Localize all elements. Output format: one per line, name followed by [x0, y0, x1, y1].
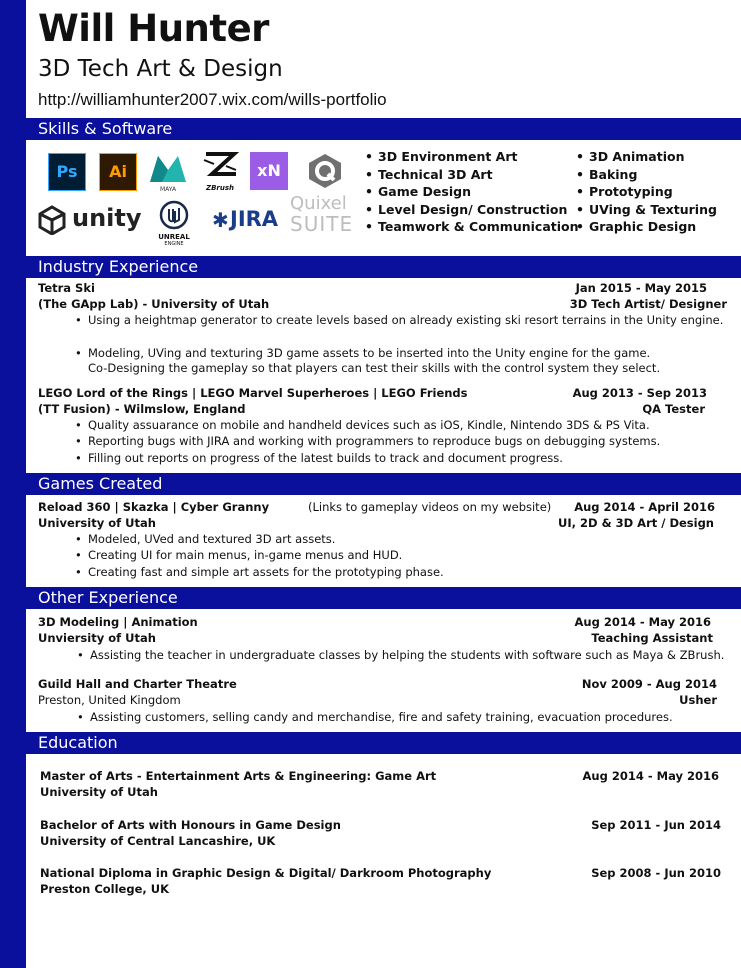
skill-item: • Prototyping	[576, 183, 717, 201]
other-job-organization: Unviersity of Utah	[38, 631, 156, 645]
education-school: University of Central Lancashire, UK	[40, 834, 276, 848]
job-organization: (The GApp Lab) - University of Utah	[38, 297, 270, 311]
skill-item: • Graphic Design	[576, 218, 717, 236]
other-job-date: Nov 2009 - Aug 2014	[581, 677, 717, 691]
education-school: Preston College, UK	[40, 882, 170, 896]
skill-item: • Game Design	[365, 183, 579, 201]
left-accent-bar	[0, 0, 26, 968]
illustrator-icon: Ai	[99, 153, 137, 191]
games-date: Aug 2014 - April 2016	[574, 500, 715, 514]
games-title: Reload 360 | Skazka | Cyber Granny	[38, 500, 270, 514]
job-bullet: • Using a heightmap generator to create levels based on already existing ski resort terrains in the Unity engine.	[88, 313, 723, 328]
job-role: 3D Tech Artist/ Designer	[569, 297, 727, 311]
zbrush-icon: ZBrush	[200, 150, 240, 194]
job-bullet: • Modeling, UVing and texturing 3D game assets to be inserted into the Unity engine for the game.	[88, 346, 650, 361]
unreal-engine-icon: UNREAL ENGINE	[152, 200, 196, 244]
other-job-date: Aug 2014 - May 2016	[574, 615, 711, 629]
job-role: QA Tester	[642, 402, 705, 416]
section-industry-heading: Industry Experience	[26, 256, 741, 278]
job-bullet-continued: Co-Designing the gameplay so that players can test their skills with the control system they select.	[88, 361, 661, 375]
games-role: UI, 2D & 3D Art / Design	[558, 516, 714, 530]
photoshop-icon: Ps	[48, 153, 86, 191]
education-date: Aug 2014 - May 2016	[582, 769, 719, 783]
job-bullet: • Reporting bugs with JIRA and working with programmers to reproduce bugs on debugging systems.	[88, 434, 660, 449]
job-bullet: • Filling out reports on progress of the latest builds to track and document progress.	[88, 451, 563, 466]
skill-item: • 3D Environment Art	[365, 148, 579, 166]
xnormal-icon: xN	[250, 152, 288, 190]
jira-icon: ✱ JIRA	[212, 207, 279, 232]
games-bullet: • Creating fast and simple art assets for the prototyping phase.	[88, 565, 444, 580]
skills-list-primary	[365, 148, 579, 236]
education-school: University of Utah	[40, 785, 158, 799]
job-organization: (TT Fusion) - Wilmslow, England	[38, 402, 246, 416]
education-date: Sep 2011 - Jun 2014	[591, 818, 721, 832]
person-name: Will Hunter	[38, 7, 269, 50]
education-date: Sep 2008 - Jun 2010	[591, 866, 721, 880]
quixel-suite-logo: Quixel SUITE	[290, 193, 354, 236]
other-job-title: 3D Modeling | Animation	[38, 615, 198, 629]
section-games-heading: Games Created	[26, 473, 741, 495]
other-job-role: Usher	[679, 693, 717, 707]
section-other-heading: Other Experience	[26, 587, 741, 609]
job-bullet: • Quality assuarance on mobile and handheld devices such as iOS, Kindle, Nintendo 3DS & PS Vita.	[88, 418, 650, 433]
other-job-bullet: • Assisting the teacher in undergraduate classes by helping the students with software such as Maya & ZBrush.	[90, 648, 724, 663]
unity-icon: unity	[38, 203, 133, 239]
other-job-role: Teaching Assistant	[591, 631, 713, 645]
job-date: Jan 2015 - May 2015	[575, 281, 707, 295]
skill-item: • Technical 3D Art	[365, 166, 579, 184]
job-title: 3D Tech Art & Design	[38, 56, 283, 82]
other-job-organization: Preston, United Kingdom	[38, 693, 181, 707]
skill-item: • Teamwork & Communication	[365, 218, 579, 236]
games-organization: University of Utah	[38, 516, 156, 530]
other-job-bullet: • Assisting customers, selling candy and merchandise, fire and safety training, evacuation procedures.	[90, 710, 673, 725]
other-job-title: Guild Hall and Charter Theatre	[38, 677, 237, 691]
skill-item: • UVing & Texturing	[576, 201, 717, 219]
skill-item: • Baking	[576, 166, 717, 184]
games-note: (Links to gameplay videos on my website)	[308, 500, 552, 514]
section-skills-heading: Skills & Software	[26, 118, 741, 140]
job-title-lego: LEGO Lord of the Rings | LEGO Marvel Superheroes | LEGO Friends	[38, 386, 468, 400]
skills-list-secondary	[576, 148, 717, 236]
skill-item: • 3D Animation	[576, 148, 717, 166]
education-degree: Bachelor of Arts with Honours in Game Design	[40, 818, 341, 832]
job-title-tetra-ski: Tetra Ski	[38, 281, 95, 295]
section-education-heading: Education	[26, 732, 741, 754]
quixel-icon	[306, 152, 344, 190]
portfolio-link[interactable]: http://williamhunter2007.wix.com/wills-portfolio	[38, 90, 387, 109]
education-degree: Master of Arts - Entertainment Arts & Engineering: Game Art	[40, 769, 437, 783]
job-date: Aug 2013 - Sep 2013	[572, 386, 707, 400]
skill-item: • Level Design/ Construction	[365, 201, 579, 219]
education-degree: National Diploma in Graphic Design & Digital/ Darkroom Photography	[40, 866, 492, 880]
games-bullet: • Creating UI for main menus, in-game menus and HUD.	[88, 548, 402, 563]
maya-icon: MAYA	[148, 152, 188, 192]
games-bullet: • Modeled, UVed and textured 3D art assets.	[88, 532, 335, 547]
